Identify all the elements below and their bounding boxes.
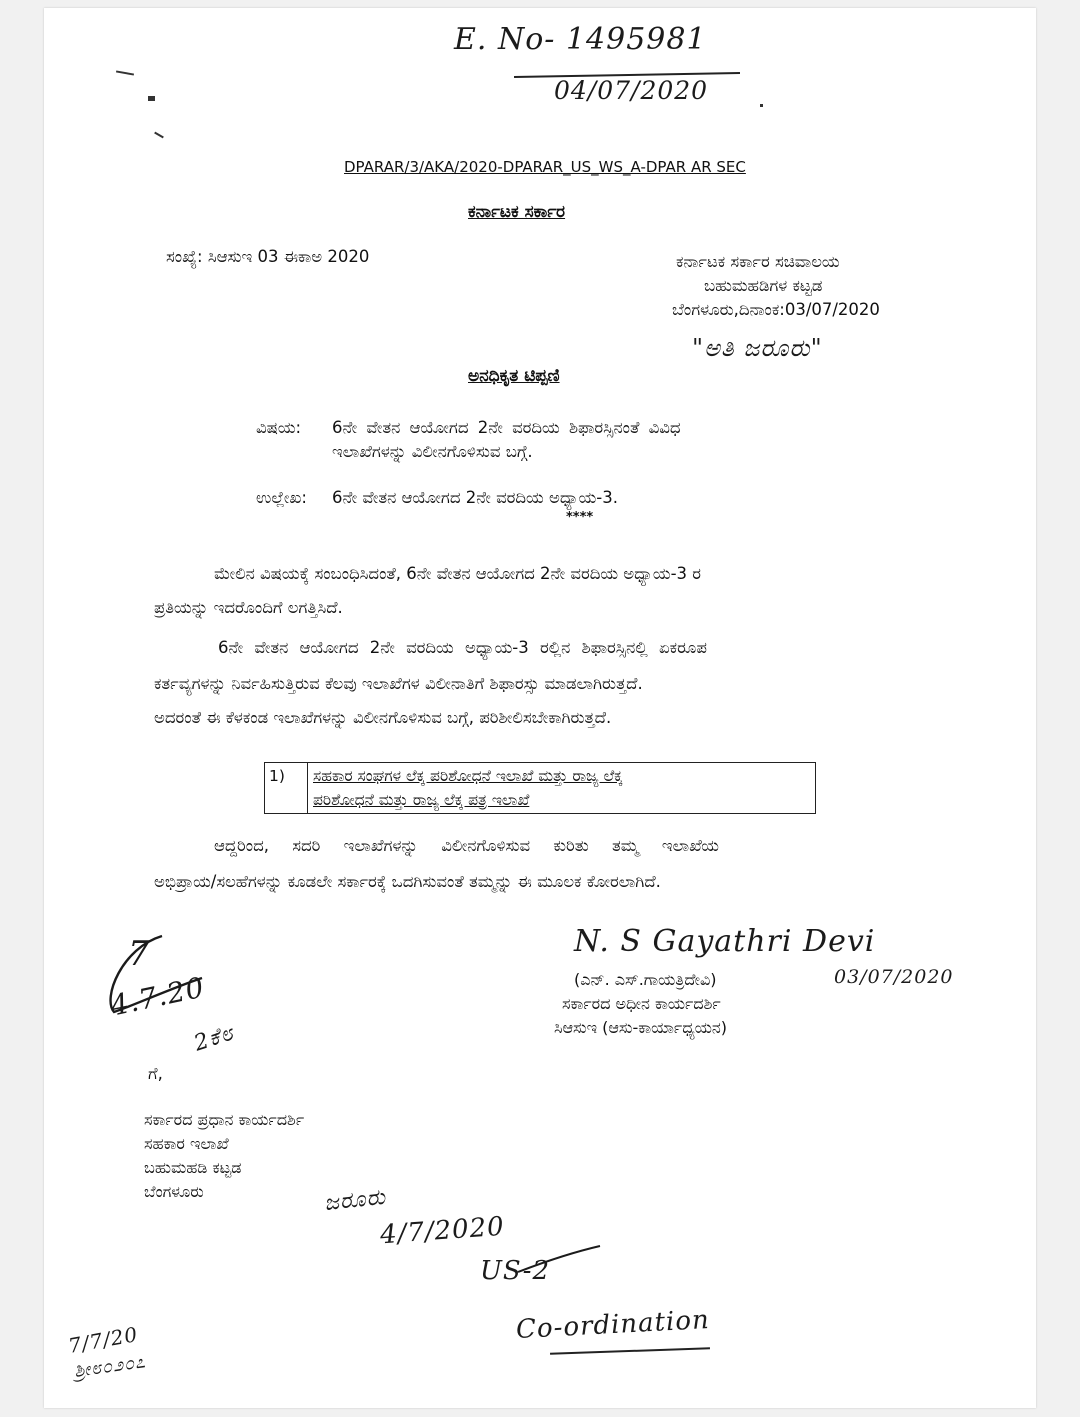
handwritten-e-number: E. No- 1495981 bbox=[454, 22, 707, 57]
table-divider bbox=[307, 763, 308, 813]
paragraph-3-line-2: ಅಭಿಪ್ರಾಯ/ಸಲಹೆಗಳನ್ನು ಕೂಡಲೇ ಸರ್ಕಾರಕ್ಕೆ ಒದಗಿಸುವಂತೆ ತಮ್ಮನ್ನು ಈ ಮೂಲಕ ಕೋರಲಾಗಿದೆ. bbox=[154, 872, 661, 891]
signatory-name: (ಎನ್. ಎಸ್.ಗಾಯತ್ರಿದೇವಿ) bbox=[574, 970, 717, 989]
paragraph-2-line-2: ಕರ್ತವ್ಯಗಳನ್ನು ನಿರ್ವಹಿಸುತ್ತಿರುವ ಕೆಲವು ಇಲಾಖೆಗಳ ವಿಲೀನಾತಿಗೆ ಶಿಫಾರಸ್ಸು ಮಾಡಲಾಗಿರುತ್ತದೆ. bbox=[154, 674, 643, 693]
order-number: ಸಂಖ್ಯೆ: ಸಿಆಸುಇ 03 ಈಕಾಅ 2020 bbox=[166, 247, 370, 266]
office-line-2: ಬಹುಮಹಡಿಗಳ ಕಟ್ಟಡ bbox=[704, 276, 823, 295]
office-line-1: ಕರ್ನಾಟಕ ಸರ್ಕಾರ ಸಚಿವಾಲಯ bbox=[676, 252, 840, 271]
handwritten-left-mark: 7 bbox=[128, 934, 151, 974]
subject-label: ವಿಷಯ: bbox=[256, 418, 302, 437]
paragraph-1-line-2: ಪ್ರತಿಯನ್ನು ಇದರೊಂದಿಗೆ ಲಗತ್ತಿಸಿದೆ. bbox=[154, 598, 343, 617]
subject-line-1: 6ನೇ ವೇತನ ಆಯೋಗದ 2ನೇ ವರದಿಯ ಶಿಫಾರಸ್ಸಿನಂತೆ ವಿವಿಧ bbox=[332, 418, 681, 437]
handwritten-bottom-date: 7/7/20 bbox=[66, 1322, 140, 1358]
paragraph-2-line-3: ಅದರಂತೆ ಈ ಕೆಳಕಂಡ ಇಲಾಖೆಗಳನ್ನು ವಿಲೀನಗೊಳಿಸುವ ಬಗ್ಗೆ, ಪರಿಶೀಲಿಸಬೇಕಾಗಿರುತ್ತದೆ. bbox=[154, 708, 612, 727]
reference-label: ಉಲ್ಲೇಖ: bbox=[256, 488, 307, 507]
handwritten-signature: N. S Gayathri Devi bbox=[574, 924, 876, 959]
addressee-line-1: ಸರ್ಕಾರದ ಪ್ರಧಾನ ಕಾರ್ಯದರ್ಶಿ bbox=[144, 1110, 305, 1129]
handwritten-e-date: 04/07/2020 bbox=[554, 76, 709, 105]
coordination-underline bbox=[550, 1347, 710, 1354]
note-title: ಅನಧಿಕೃತ ಟಿಪ್ಪಣಿ bbox=[468, 366, 560, 386]
signatory-designation: ಸರ್ಕಾರದ ಅಧೀನ ಕಾರ್ಯದರ್ಶಿ bbox=[562, 994, 721, 1013]
ink-speck bbox=[760, 104, 763, 107]
handwritten-sign-date: 03/07/2020 bbox=[834, 966, 954, 988]
ink-speck bbox=[154, 132, 164, 139]
handwritten-bottom-initials: ಶ್ರೀ೮೦೨೦೭ bbox=[72, 1351, 148, 1382]
table-row-number: 1) bbox=[269, 767, 285, 785]
handwritten-left-initials: 2ಕೆ೮ bbox=[191, 1020, 237, 1057]
to-label: ಗೆ, bbox=[148, 1064, 163, 1083]
subject-line-2: ಇಲಾಖೆಗಳನ್ನು ವಿಲೀನಗೊಳಿಸುವ ಬಗ್ಗೆ. bbox=[332, 442, 533, 461]
addressee-line-2: ಸಹಕಾರ ಇಲಾಖೆ bbox=[144, 1134, 229, 1153]
paragraph-1-line-1: ಮೇಲಿನ ವಿಷಯಕ್ಕೆ ಸಂಬಂಧಿಸಿದಂತೆ, 6ನೇ ವೇತನ ಆಯೋಗದ 2ನೇ ವರದಿಯ ಅಧ್ಯಾಯ-3 ರ bbox=[214, 564, 702, 583]
ink-speck bbox=[116, 70, 134, 75]
us-mark-stroke bbox=[514, 1242, 604, 1282]
ink-speck bbox=[148, 96, 155, 101]
paragraph-2-line-1: 6ನೇ ವೇತನ ಆಯೋಗದ 2ನೇ ವರದಿಯ ಅಧ್ಯಾಯ-3 ರಲ್ಲಿನ ಶಿಫಾರಸ್ಸಿನಲ್ಲಿ ಏಕರೂಪ bbox=[218, 638, 707, 657]
department-table bbox=[264, 762, 816, 814]
separator-stars: **** bbox=[566, 510, 594, 525]
reference-text: 6ನೇ ವೇತನ ಆಯೋಗದ 2ನೇ ವರದಿಯ ಅಧ್ಯಾಯ-3. bbox=[332, 488, 618, 507]
handwritten-coordination: Co-ordination bbox=[515, 1304, 711, 1346]
office-line-3-date: ಬೆಂಗಳೂರು,ದಿನಾಂಕ:03/07/2020 bbox=[672, 300, 880, 319]
handwritten-urgent: "ಅತಿ ಜರೂರು" bbox=[692, 334, 823, 362]
government-title: ಕರ್ನಾಟಕ ಸರ್ಕಾರ bbox=[468, 202, 566, 222]
document-page bbox=[44, 8, 1036, 1408]
handwritten-us-mark: US-2 bbox=[480, 1256, 551, 1286]
addressee-line-4: ಬೆಂಗಳೂರು bbox=[144, 1182, 204, 1201]
paragraph-3-line-1: ಆದ್ದರಿಂದ, ಸದರಿ ಇಲಾಖೆಗಳನ್ನು ವಿಲೀನಗೊಳಿಸುವ ಕುರಿತು ತಮ್ಮ ಇಲಾಖೆಯ bbox=[214, 836, 719, 855]
addressee-line-3: ಬಹುಮಹಡಿ ಕಟ್ಟಡ bbox=[144, 1158, 242, 1177]
file-reference: DPARAR/3/AKA/2020-DPARAR_US_WS_A-DPAR AR SEC bbox=[344, 158, 746, 176]
table-row-line-2: ಪರಿಶೋಧನೆ ಮತ್ತು ರಾಜ್ಯ ಲೆಕ್ಕ ಪತ್ರ ಇಲಾಖೆ bbox=[313, 791, 530, 809]
handwritten-forward-date: 4/7/2020 bbox=[379, 1211, 506, 1251]
signatory-department: ಸಿಆಸುಇ (ಆಸು-ಕಾರ್ಯಾಧ್ಯಯನ) bbox=[554, 1018, 728, 1037]
handwritten-left-date: 4.7.20 bbox=[107, 970, 208, 1023]
table-row-line-1: ಸಹಕಾರ ಸಂಘಗಳ ಲೆಕ್ಕ ಪರಿಶೋಧನೆ ಇಲಾಖೆ ಮತ್ತು ರಾಜ್ಯ ಲೆಕ್ಕ bbox=[313, 767, 623, 785]
handwritten-forward-word: ಜರೂರು bbox=[322, 1184, 388, 1217]
